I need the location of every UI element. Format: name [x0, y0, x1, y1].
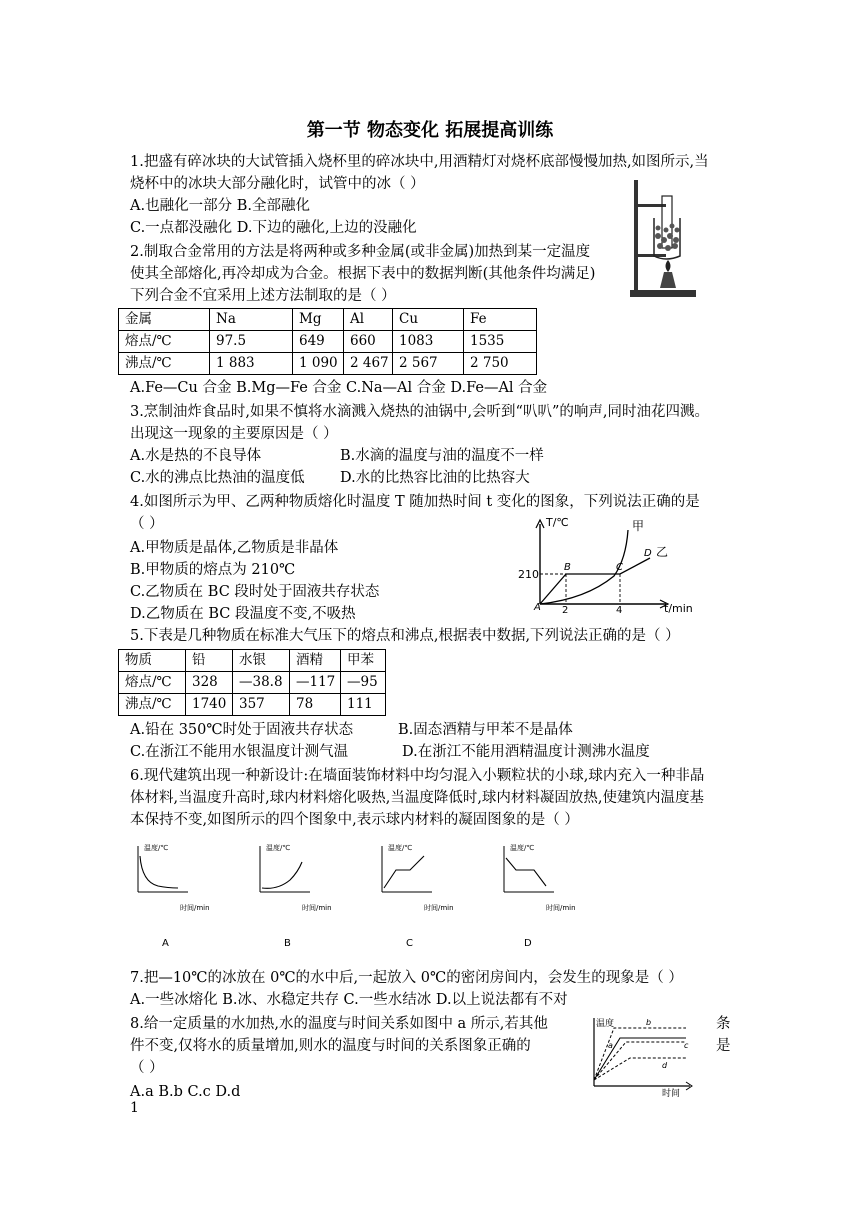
q1-options-ab: A.也融化一部分 B.全部融化 — [130, 198, 310, 214]
q4-x-axis-label: t/min — [664, 602, 693, 614]
q8-temperature-graph — [586, 1014, 698, 1098]
table-cell: Na — [210, 309, 293, 331]
table-cell: 2 567 — [393, 353, 464, 375]
table-cell: Mg — [293, 309, 344, 331]
q6-option-label: B — [284, 938, 291, 949]
q4-temperature-graph — [516, 514, 702, 614]
q5-option-b: B.固态酒精与甲苯不是晶体 — [398, 722, 573, 738]
q4-curve-label: 甲 — [632, 519, 645, 533]
table-cell: 97.5 — [210, 331, 293, 353]
q4-point-label: B — [564, 562, 571, 573]
q6-line3: 本保持不变,如图所示的四个图象中,表示球内材料的凝固图象的是（ ） — [130, 812, 579, 828]
q6-line1: 6.现代建筑出现一种新设计:在墙面装饰材料中均匀混入小颗粒状的小球,球内充入一种非晶 — [130, 768, 705, 784]
q6-x-label: 时间/min — [546, 904, 576, 912]
q4-point-label: D — [644, 548, 652, 559]
q4-option-a: A.甲物质是晶体,乙物质是非晶体 — [130, 540, 339, 556]
table-header-row — [119, 650, 386, 672]
q6-y-label: 温度/℃ — [388, 844, 413, 852]
table-cell: 78 — [290, 694, 341, 716]
q8-options: A.a B.b C.c D.d — [130, 1084, 241, 1100]
q5-line1: 5.下表是几种物质在标准大气压下的熔点和沸点,根据表中数据,下列说法正确的是（ ） — [130, 628, 680, 644]
q4-y-axis-label: T/℃ — [546, 516, 569, 529]
table-cell: —117 — [290, 672, 341, 694]
table-row — [119, 694, 386, 716]
table-cell: 1 090 — [293, 353, 344, 375]
table-cell: 649 — [293, 331, 344, 353]
page-number: 1 — [130, 1100, 139, 1116]
q8-curve-label: d — [662, 1061, 668, 1070]
q2-options: A.Fe—Cu 合金 B.Mg—Fe 合金 C.Na—Al 合金 D.Fe—Al 合金 — [130, 380, 548, 396]
q6-graph-d — [504, 843, 576, 949]
q8-line1: 8.给一定质量的水加热,水的温度与时间关系如图中 a 所示,若其他 — [130, 1016, 548, 1032]
q6-y-label: 温度/℃ — [510, 844, 535, 852]
q6-option-label: A — [162, 938, 169, 949]
table-cell: 熔点/℃ — [119, 331, 210, 353]
table-row — [119, 331, 537, 353]
table-cell: 660 — [344, 331, 393, 353]
q8-line1-end: 条 — [716, 1016, 731, 1032]
q4-line2: （ ） — [130, 516, 164, 532]
table-cell: 物质 — [119, 650, 186, 672]
q4-point-label: A — [534, 602, 541, 613]
q6-graphs — [128, 838, 608, 954]
table-cell: 金属 — [119, 309, 210, 331]
q2-metal-table — [118, 308, 537, 375]
q2-line1: 2.制取合金常用的方法是将两种或多种金属(或非金属)加热到某一定温度 — [130, 244, 591, 260]
table-cell: —95 — [341, 672, 386, 694]
q4-x-tick: 2 — [562, 605, 569, 614]
q8-x-axis-label: 时间 — [662, 1089, 681, 1098]
table-cell: 328 — [186, 672, 233, 694]
q1-line1: 1.把盛有碎冰块的大试管插入烧杯里的碎冰块中,用酒精灯对烧杯底部慢慢加热,如图所示,当 — [130, 154, 709, 170]
table-cell: Fe — [464, 309, 537, 331]
q3-option-d: D.水的比热容比油的比热容大 — [340, 470, 530, 486]
table-cell: 沸点/℃ — [119, 694, 186, 716]
table-cell: 357 — [233, 694, 290, 716]
q5-substance-table — [118, 649, 386, 716]
table-cell: Al — [344, 309, 393, 331]
table-cell: 111 — [341, 694, 386, 716]
table-cell: 1535 — [464, 331, 537, 353]
table-cell: —38.8 — [233, 672, 290, 694]
table-cell: 1740 — [186, 694, 233, 716]
table-cell: Cu — [393, 309, 464, 331]
q8-curve-label: b — [646, 1018, 652, 1027]
table-cell: 2 750 — [464, 353, 537, 375]
q4-option-c: C.乙物质在 BC 段时处于固液共存状态 — [130, 584, 380, 600]
q6-option-label: C — [406, 938, 413, 949]
q6-option-label: D — [524, 938, 532, 949]
q5-option-d: D.在浙江不能用酒精温度计测沸水温度 — [402, 744, 650, 760]
q8-line3: （ ） — [130, 1060, 164, 1076]
q4-line1: 4.如图所示为甲、乙两种物质熔化时温度 T 随加热时间 t 变化的图象，下列说法正确的是 — [130, 494, 700, 510]
table-cell: 熔点/℃ — [119, 672, 186, 694]
q3-option-b: B.水滴的温度与油的温度不一样 — [340, 448, 544, 464]
q8-line2: 件不变,仅将水的质量增加,则水的温度与时间的关系图象正确的 — [130, 1038, 531, 1054]
q6-x-label: 时间/min — [424, 904, 454, 912]
table-cell: 1 883 — [210, 353, 293, 375]
q2-line3: 下列合金不宜采用上述方法制取的是（ ） — [130, 288, 396, 304]
q4-option-d: D.乙物质在 BC 段温度不变,不吸热 — [130, 606, 356, 622]
q6-line2: 体材料,当温度升高时,球内材料熔化吸热,当温度降低时,球内材料凝固放热,使建筑内温度基 — [130, 790, 705, 806]
table-cell: 沸点/℃ — [119, 353, 210, 375]
q7-options: A.一些冰熔化 B.冰、水稳定共存 C.一些水结冰 D.以上说法都有不对 — [130, 992, 568, 1008]
q3-option-c: C.水的沸点比热油的温度低 — [130, 470, 305, 486]
q3-option-a: A.水是热的不良导体 — [130, 448, 262, 464]
q1-options-cd: C.一点都没融化 D.下边的融化,上边的没融化 — [130, 220, 417, 236]
q8-line2-end: 是 — [716, 1038, 731, 1054]
q8-curve-label: a — [608, 1041, 613, 1050]
q4-x-tick: 4 — [616, 605, 623, 614]
q5-option-a: A.铅在 350℃时处于固液共存状态 — [130, 722, 354, 738]
q6-y-label: 温度/℃ — [144, 844, 169, 852]
table-cell: 1083 — [393, 331, 464, 353]
table-row — [119, 672, 386, 694]
table-cell: 水银 — [233, 650, 290, 672]
page-title: 第一节 物态变化 拓展提高训练 — [306, 120, 554, 141]
q6-x-label: 时间/min — [302, 904, 332, 912]
q4-point-label: C — [616, 562, 623, 573]
q8-curve-label: c — [684, 1041, 689, 1050]
q7-line1: 7.把—10℃的冰放在 0℃的水中后,一起放入 0℃的密闭房间内，会发生的现象是（ ） — [130, 970, 683, 986]
q6-graph-b — [260, 843, 332, 949]
q3-line1: 3.烹制油炸食品时,如果不慎将水滴溅入烧热的油锅中,会听到“叭叭”的响声,同时油花四溅。 — [130, 404, 709, 420]
table-cell: 酒精 — [290, 650, 341, 672]
q6-graph-a — [138, 843, 210, 949]
q3-line2: 出现这一现象的主要原因是（ ） — [130, 426, 338, 442]
table-row — [119, 353, 537, 375]
q4-option-b: B.甲物质的熔点为 210℃ — [130, 562, 296, 578]
q1-apparatus-figure — [628, 176, 698, 300]
table-header-row — [119, 309, 537, 331]
table-cell: 2 467 — [344, 353, 393, 375]
q6-graph-c — [382, 843, 454, 949]
q6-x-label: 时间/min — [180, 904, 210, 912]
q2-line2: 使其全部熔化,再冷却成为合金。根据下表中的数据判断(其他条件均满足) — [130, 266, 596, 282]
table-cell: 甲苯 — [341, 650, 386, 672]
q8-y-axis-label: 温度 — [596, 1019, 615, 1029]
q1-line2: 烧杯中的冰块大部分融化时，试管中的冰（ ） — [130, 176, 425, 192]
q6-y-label: 温度/℃ — [266, 844, 291, 852]
table-cell: 铅 — [186, 650, 233, 672]
q4-y-tick: 210 — [518, 568, 539, 581]
q4-curve-label: 乙 — [656, 545, 669, 559]
q5-option-c: C.在浙江不能用水银温度计测气温 — [130, 744, 349, 760]
